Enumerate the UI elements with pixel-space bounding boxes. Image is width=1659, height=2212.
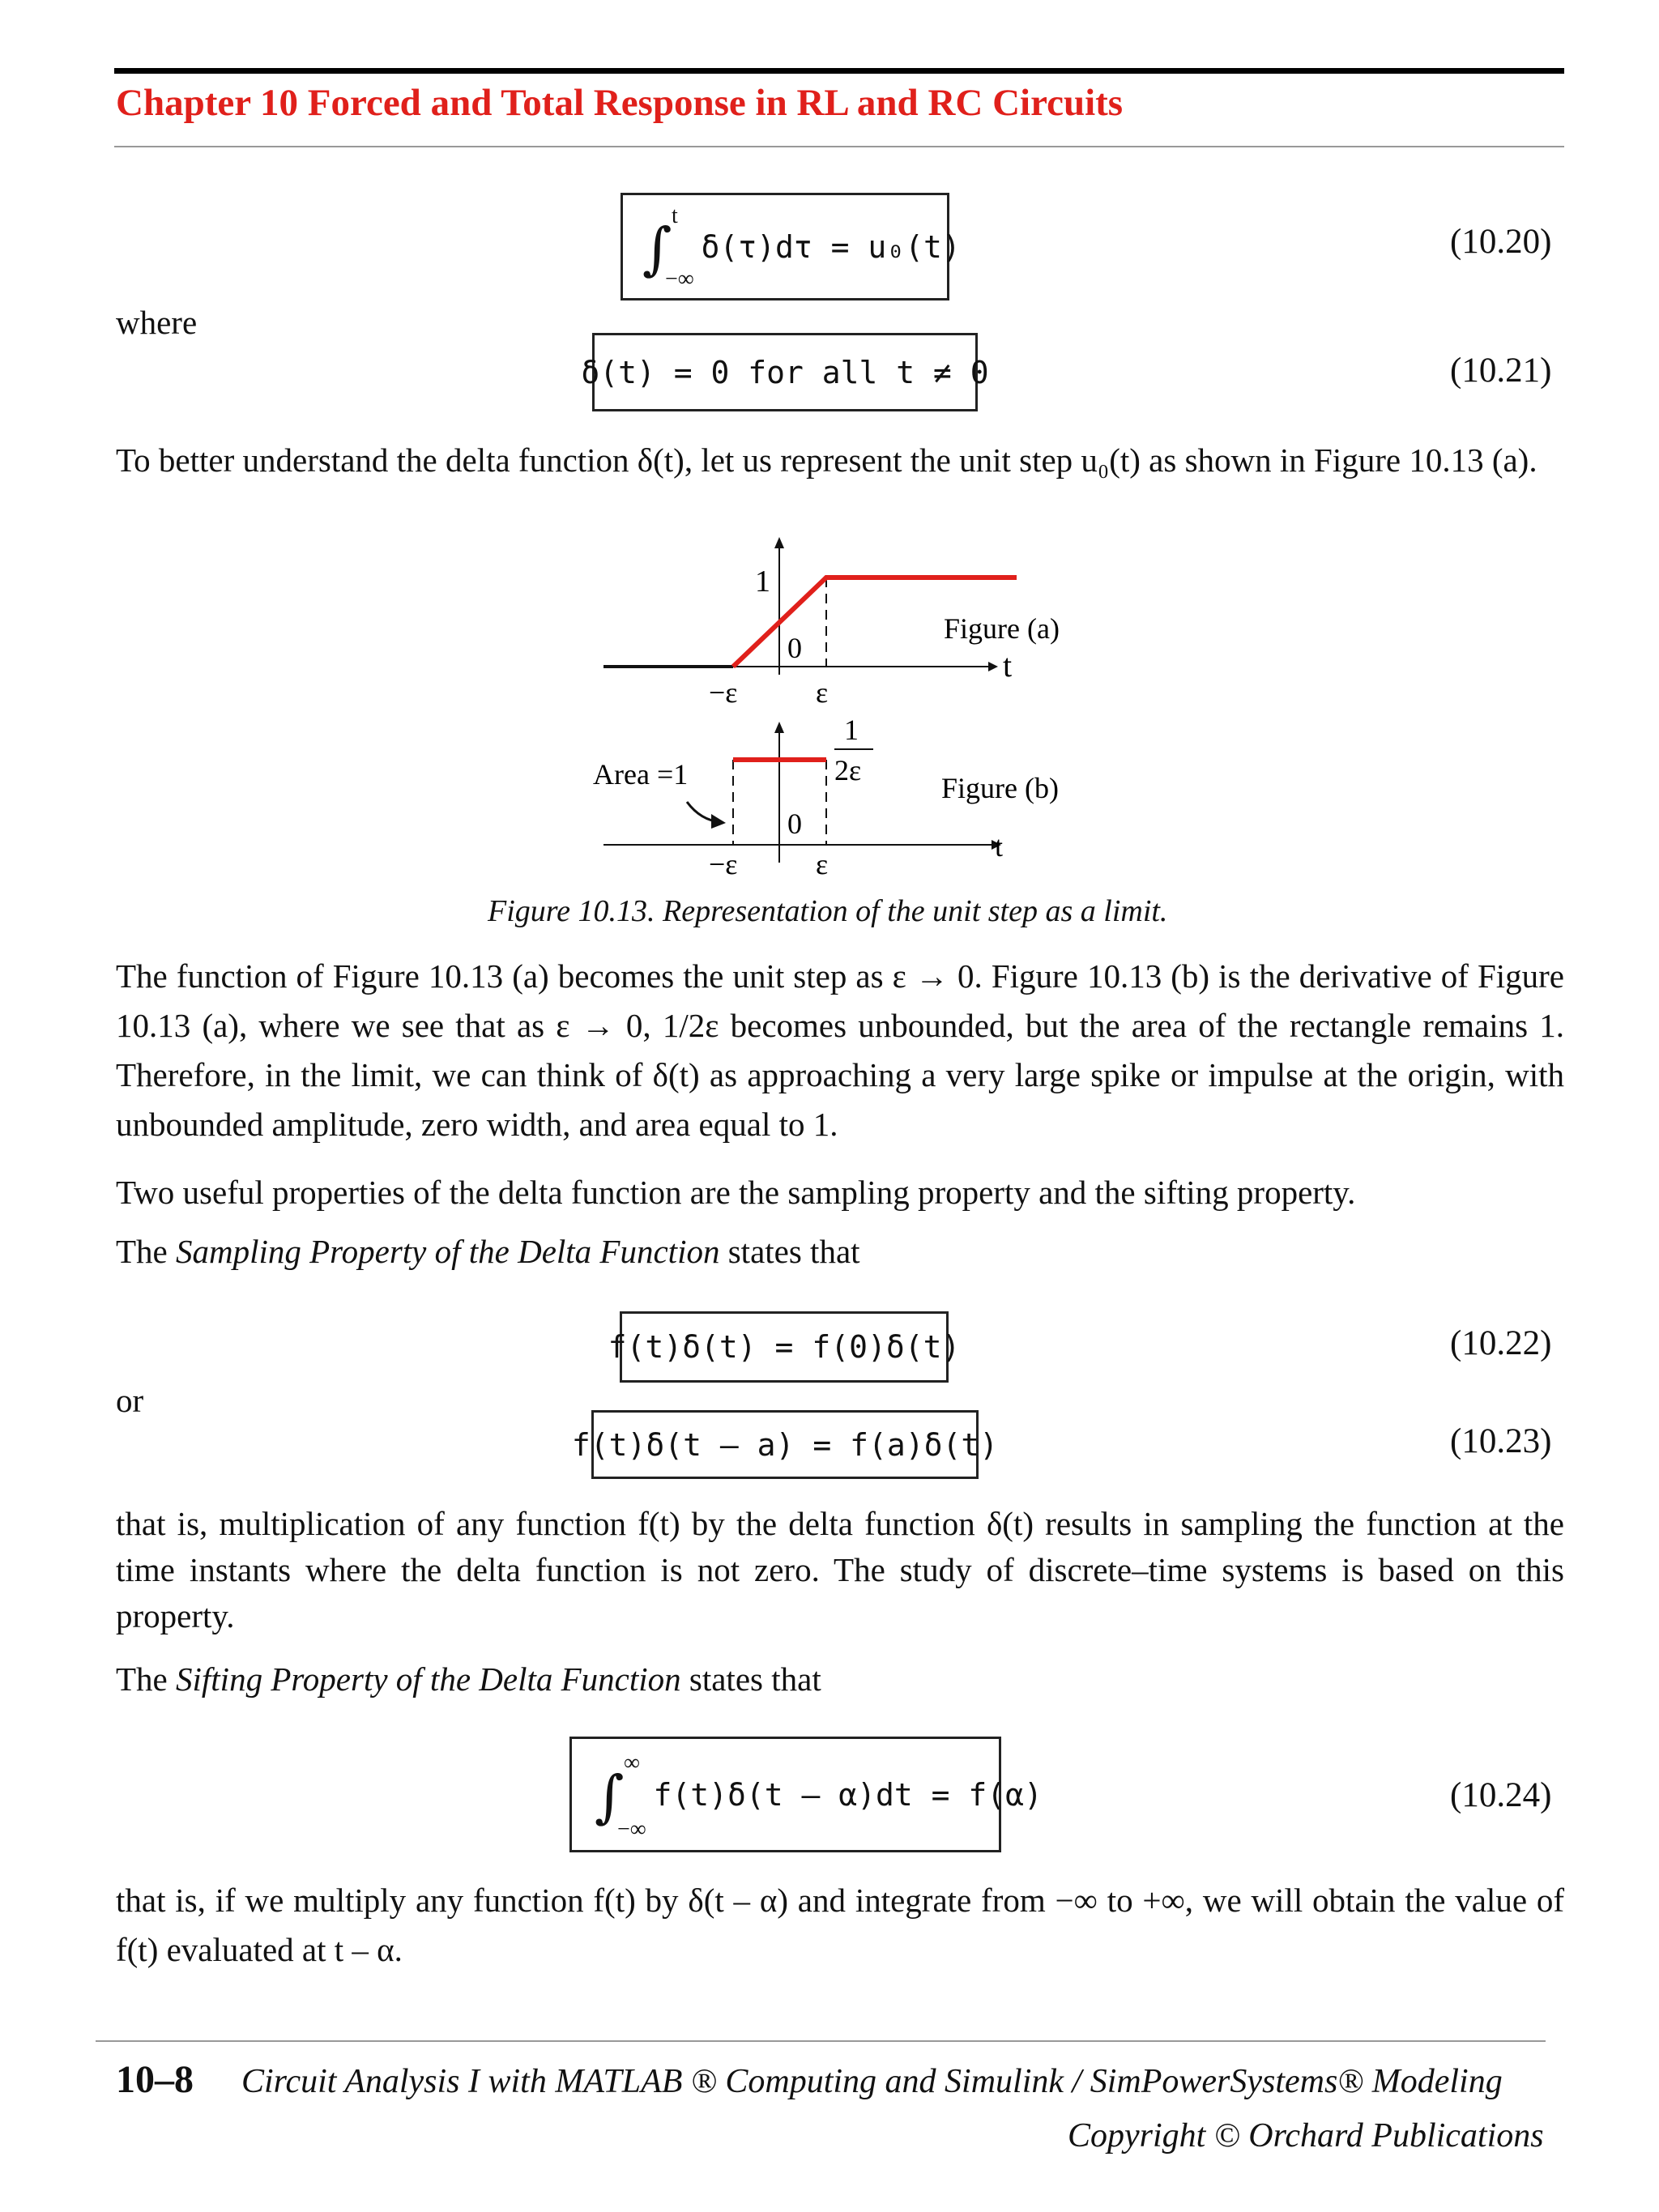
book-title: Circuit Analysis I with MATLAB ® Computing and Simulink / SimPowerSystems® Modeling <box>241 2063 1503 2100</box>
footer-divider <box>96 2040 1546 2042</box>
figure-b-fraction-numerator: 1 <box>844 714 859 746</box>
figure-a-t-label: t <box>1003 647 1013 684</box>
sampling-intro-post: states that <box>719 1233 860 1270</box>
equation-10-23-number: (10.23) <box>1450 1422 1552 1460</box>
figure-b-t-label: t <box>995 830 1004 863</box>
figure-b-caption-label: Figure (b) <box>941 772 1059 804</box>
figure-b-area-arrowhead <box>711 814 726 829</box>
figure-b-up-arrow <box>774 722 784 733</box>
equation-10-22-box <box>608 1311 961 1383</box>
equation-10-21-number: (10.21) <box>1450 352 1552 390</box>
properties-paragraph: Two useful properties of the delta function are the sampling property and the sifting property. <box>116 1174 1356 1211</box>
figure-b-zero-label: 0 <box>787 808 802 840</box>
equation-10-20-body: δ(τ)dτ = u₀(t) <box>701 228 961 265</box>
chapter-title: Chapter 10 Forced and Total Response in RL and RC Circuits <box>116 82 1124 124</box>
equation-10-23-body: f(t)δ(t – a) = f(a)δ(t) <box>571 1426 999 1463</box>
figure-b-fraction-denominator: 2ε <box>834 754 862 786</box>
intro-paragraph: To better understand the delta function δ(t), let us represent the unit step u₀(t) as shown in Figure 10.13 (a). <box>116 441 1537 479</box>
sampling-intro-pre: The <box>116 1233 176 1270</box>
integral-sign: ∫ <box>595 1762 625 1830</box>
equation-10-21-body: δ(t) = 0 for all t ≠ 0 <box>581 354 989 390</box>
sampling-intro <box>116 1232 860 1271</box>
integral-upper-limit: t <box>672 203 678 228</box>
copyright-notice: Copyright © Orchard Publications <box>1068 2117 1544 2154</box>
integral-lower-limit: −∞ <box>617 1817 646 1842</box>
equation-10-22-number: (10.22) <box>1450 1324 1552 1362</box>
figure-b-eps-label: ε <box>816 848 829 880</box>
or-label: or <box>116 1382 144 1419</box>
figure-a-neg-eps-label: −ε <box>709 676 738 709</box>
equation-10-20-box <box>621 193 961 300</box>
equation-10-24-body: f(t)δ(t – α)dt = f(α) <box>653 1776 1043 1813</box>
figure-a-t-arrow <box>988 662 998 671</box>
figure-b-neg-eps-label: −ε <box>709 848 738 880</box>
equation-10-20-number: (10.20) <box>1450 223 1552 261</box>
equation-10-23-box <box>571 1410 999 1479</box>
figure-a-zero-label: 0 <box>787 632 802 664</box>
integral-upper-limit: ∞ <box>624 1750 640 1775</box>
sifting-intro-post: states that <box>680 1660 821 1698</box>
integral-sign: ∫ <box>642 215 672 282</box>
header-top-bar <box>114 68 1564 74</box>
integral-lower-limit: −∞ <box>665 266 694 292</box>
figure-caption: Figure 10.13. Representation of the unit step as a limit. <box>488 894 1168 928</box>
sifting-intro <box>116 1660 821 1698</box>
figure-a-up-arrow <box>774 537 784 548</box>
equation-10-24-box <box>569 1737 1043 1852</box>
figure-a-caption-label: Figure (a) <box>944 612 1060 645</box>
figure-b <box>593 714 1059 880</box>
sifting-paragraph: that is, if we multiply any function f(t) by δ(t – α) and integrate from −∞ to +∞, we will obtain the value of f(t) evaluated at t – α. <box>116 1882 1564 1968</box>
sifting-intro-pre: The <box>116 1660 176 1698</box>
figure-a-one-label: 1 <box>755 565 770 599</box>
limit-paragraph: The function of Figure 10.13 (a) becomes the unit step as ε → 0. Figure 10.13 (b) is the derivative of Figure 10.13 (a), where we see that as ε → 0, 1/2ε becomes unbounded, but the area of the rectangle remains 1. Therefore, in the limit, we can think of δ(t) as approaching a very large spike or impulse at the origin, with unbounded amplitude, zero width, and area equal to 1. <box>116 957 1564 1143</box>
figure-b-area-label: Area =1 <box>593 758 689 791</box>
figure-10-13 <box>567 531 1134 887</box>
figure-a <box>603 537 1060 709</box>
header-divider <box>114 146 1564 147</box>
sifting-property-name: Sifting Property of the Delta Function <box>176 1660 681 1698</box>
sampling-property-name: Sampling Property of the Delta Function <box>176 1233 720 1270</box>
page-number: 10–8 <box>116 2058 194 2101</box>
figure-a-eps-label: ε <box>816 676 829 709</box>
equation-10-22-body: f(t)δ(t) = f(0)δ(t) <box>608 1329 961 1365</box>
where-label: where <box>116 304 198 341</box>
equation-10-21-box <box>581 333 989 411</box>
sampling-paragraph: that is, multiplication of any function f(t) by the delta function δ(t) results in sampling the function at the time instants where the delta function is not zero. The study of discrete–time systems is based on this property. <box>116 1505 1564 1634</box>
equation-10-24-number: (10.24) <box>1450 1776 1552 1814</box>
